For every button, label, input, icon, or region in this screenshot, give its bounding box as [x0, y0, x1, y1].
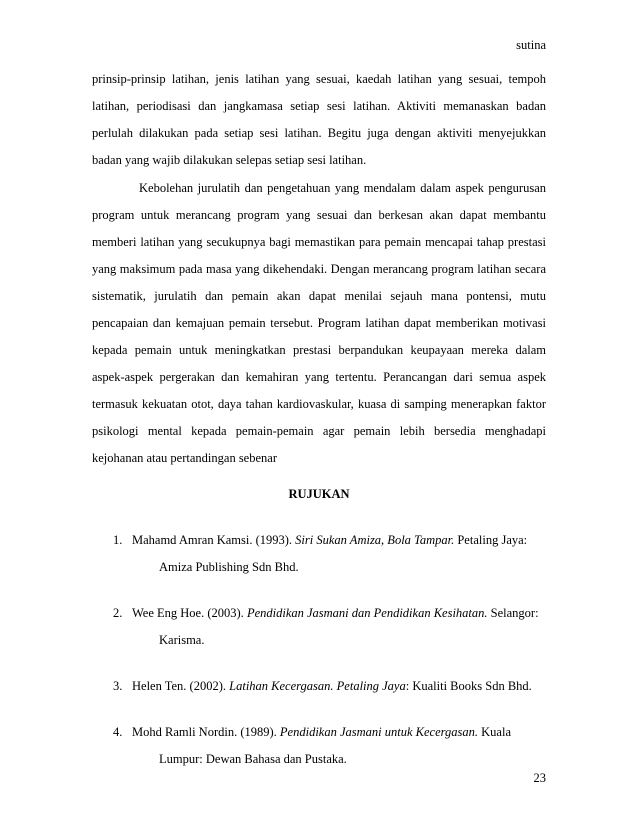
reference-number: 1. [113, 533, 123, 547]
references-heading: RUJUKAN [288, 487, 350, 501]
reference-title: Latihan Kecergasan. Petaling Jaya [229, 679, 406, 693]
reference-title: Siri Sukan Amiza, Bola Tampar. [295, 533, 455, 547]
body-paragraph-2: Kebolehan jurulatih dan pengetahuan yang mendalam dalam aspek pengurusan program untuk merancang program yang sesuai dan berkesan akan dapat membantu memberi latihan yang secukupnya bagi memastikan para pemain mencapai tahap prestasi yang maksimum pada masa yang dikehendaki. Dengan merancang program latihan secara sistematik, jurulatih dan pemain akan dapat menilai sejauh mana pontensi, mutu pencapaian dan kemajuan pemain tersebut. Program latihan dapat memberikan motivasi kepada pemain untuk meningkatkan prestasi berpandukan keupayaan mereka dalam aspek-aspek pergerakan dan kemahiran yang tertentu. Perancangan dari semua aspek termasuk kekuatan otot, daya tahan kardiovaskular, kuasa di samping menerapkan faktor psikologi mental kepada pemain-pemain agar pemain lebih bersedia menghadapi kejohanan atau pertandingan sebenar [92, 181, 546, 465]
reference-author: Helen Ten. (2002). [132, 679, 230, 693]
reference-item [113, 673, 553, 700]
reference-publisher: : Kualiti Books Sdn Bhd. [405, 679, 532, 693]
reference-author: Mahamd Amran Kamsi. (1993). [132, 533, 296, 547]
reference-number: 3. [113, 679, 123, 693]
references-list [113, 527, 553, 792]
page-header-author: sutina [516, 38, 546, 52]
reference-continuation: Lumpur: Dewan Bahasa dan Pustaka. [159, 752, 347, 766]
reference-title: Pendidikan Jasmani dan Pendidikan Kesihatan. [246, 606, 488, 620]
reference-item [113, 719, 553, 773]
body-paragraph-1: prinsip-prinsip latihan, jenis latihan yang sesuai, kaedah latihan yang sesuai, tempoh latihan, periodisasi dan jangkamasa setiap sesi latihan. Aktiviti memanaskan badan perlulah dilakukan pada setiap sesi latihan. Begitu juga dengan aktiviti menyejukkan badan yang wajib dilakukan selepas setiap sesi latihan. [92, 72, 546, 167]
reference-item [113, 527, 553, 581]
reference-number: 2. [113, 606, 123, 620]
reference-publisher: Selangor: [487, 606, 539, 620]
reference-author: Wee Eng Hoe. (2003). [132, 606, 247, 620]
reference-publisher: Petaling Jaya: [454, 533, 528, 547]
reference-continuation: Amiza Publishing Sdn Bhd. [159, 560, 299, 574]
reference-title: Pendidikan Jasmani untuk Kecergasan. [279, 725, 479, 739]
page-number: 23 [533, 771, 546, 785]
reference-item [113, 600, 553, 654]
reference-author: Mohd Ramli Nordin. (1989). [132, 725, 280, 739]
reference-publisher: Kuala [478, 725, 512, 739]
reference-continuation: Karisma. [159, 633, 205, 647]
reference-number: 4. [113, 725, 123, 739]
